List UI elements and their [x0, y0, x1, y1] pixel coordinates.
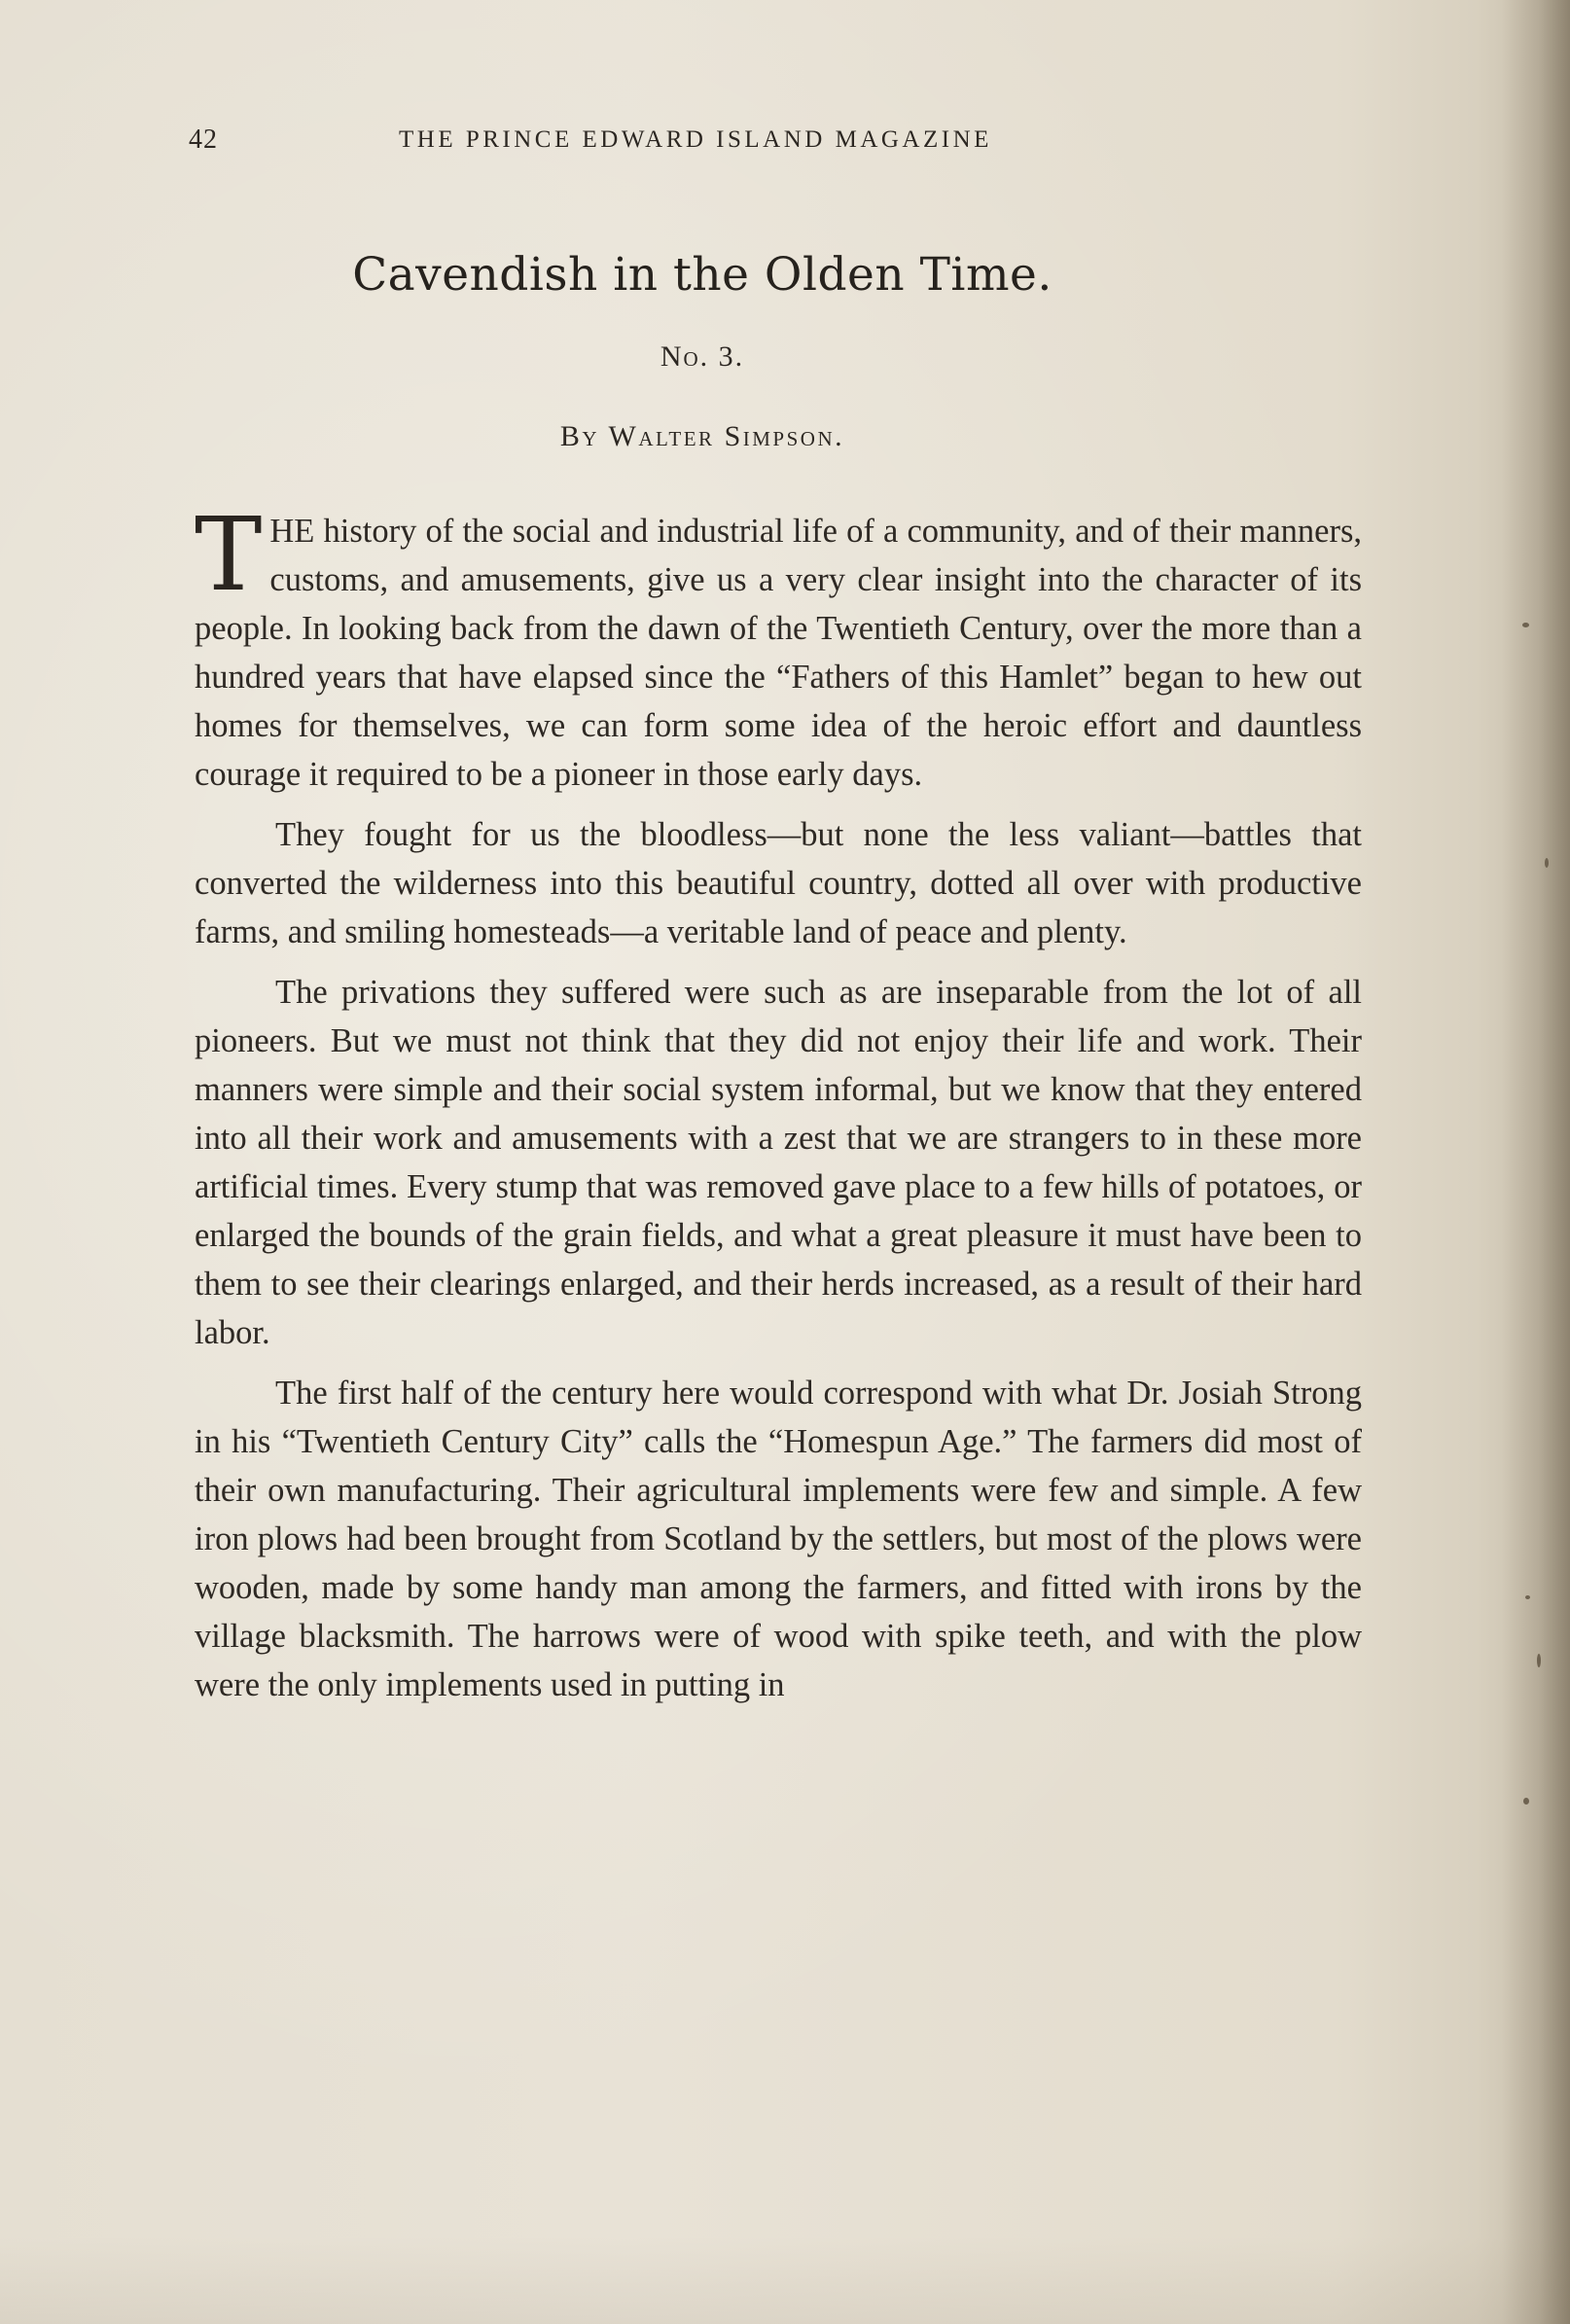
running-header [189, 125, 1161, 163]
ink-speck [1537, 1654, 1541, 1667]
ink-speck [1522, 623, 1529, 627]
article-title: Cavendish in the Olden Time. [352, 248, 1053, 302]
paragraph-1 [195, 495, 1362, 799]
article-byline: By Walter Simpson. [559, 420, 845, 452]
paragraph-3: The privations they suffered were such as are inseparable from the lot of all pioneers. But we must not think that they did not enjoy their life and work. Their manners were simple and their social system informal, but we know that they entered into all their work and amusements with a zest that we are strangers to in these more artificial times. Every stump that was removed gave place to a few hills of potatoes, or enlarged the bounds of the grain fields, and what a great pleasure it must have been to them to see their clearings enlarged, and their herds increased, as a result of their hard labor. [195, 974, 1362, 1351]
paragraph-2: They fought for us the bloodless—but none the less valiant—battles that converted the wilderness into this beautiful country, dotted all over with productive farms, and smiling homesteads—a veritable land of peace and plenty. [195, 816, 1362, 950]
ink-speck [1523, 1798, 1529, 1805]
paragraph-4: The first half of the century here would correspond with what Dr. Josiah Strong in his “Twentieth Century City” calls the “Homespun Age.” The farmers did most of their own manufacturing. Their agricultural implements were few and simple. A few iron plows had been brought from Scotland by the settlers, but most of the plows were wooden, made by some handy man among the farmers, and fitted with irons by the village blacksmith. The harrows were of wood with spike teeth, and with the plow were the only implements used in putting in [195, 1375, 1362, 1703]
paragraph-1-text: HE history of the social and industrial life of a community, and of their manners, customs, and amusements, give us a very clear insight into the character of its people. In looking back from the dawn of the Twentieth Century, over the more than a hundred years that have elapsed since the “Fathers of this Hamlet” began to hew out homes for themselves, we can form some idea of the heroic effort and dauntless courage it required to be a pioneer in those early days. [195, 513, 1362, 793]
ink-speck [1525, 1595, 1530, 1599]
page-number: 42 [189, 125, 218, 155]
ink-speck [1545, 858, 1549, 868]
article-body [195, 495, 1362, 1721]
article-number: No. 3. [660, 340, 745, 373]
running-title: THE PRINCE EDWARD ISLAND MAGAZINE [399, 126, 992, 153]
page-bottom-shade [0, 2236, 1570, 2324]
drop-cap: T [195, 495, 263, 614]
